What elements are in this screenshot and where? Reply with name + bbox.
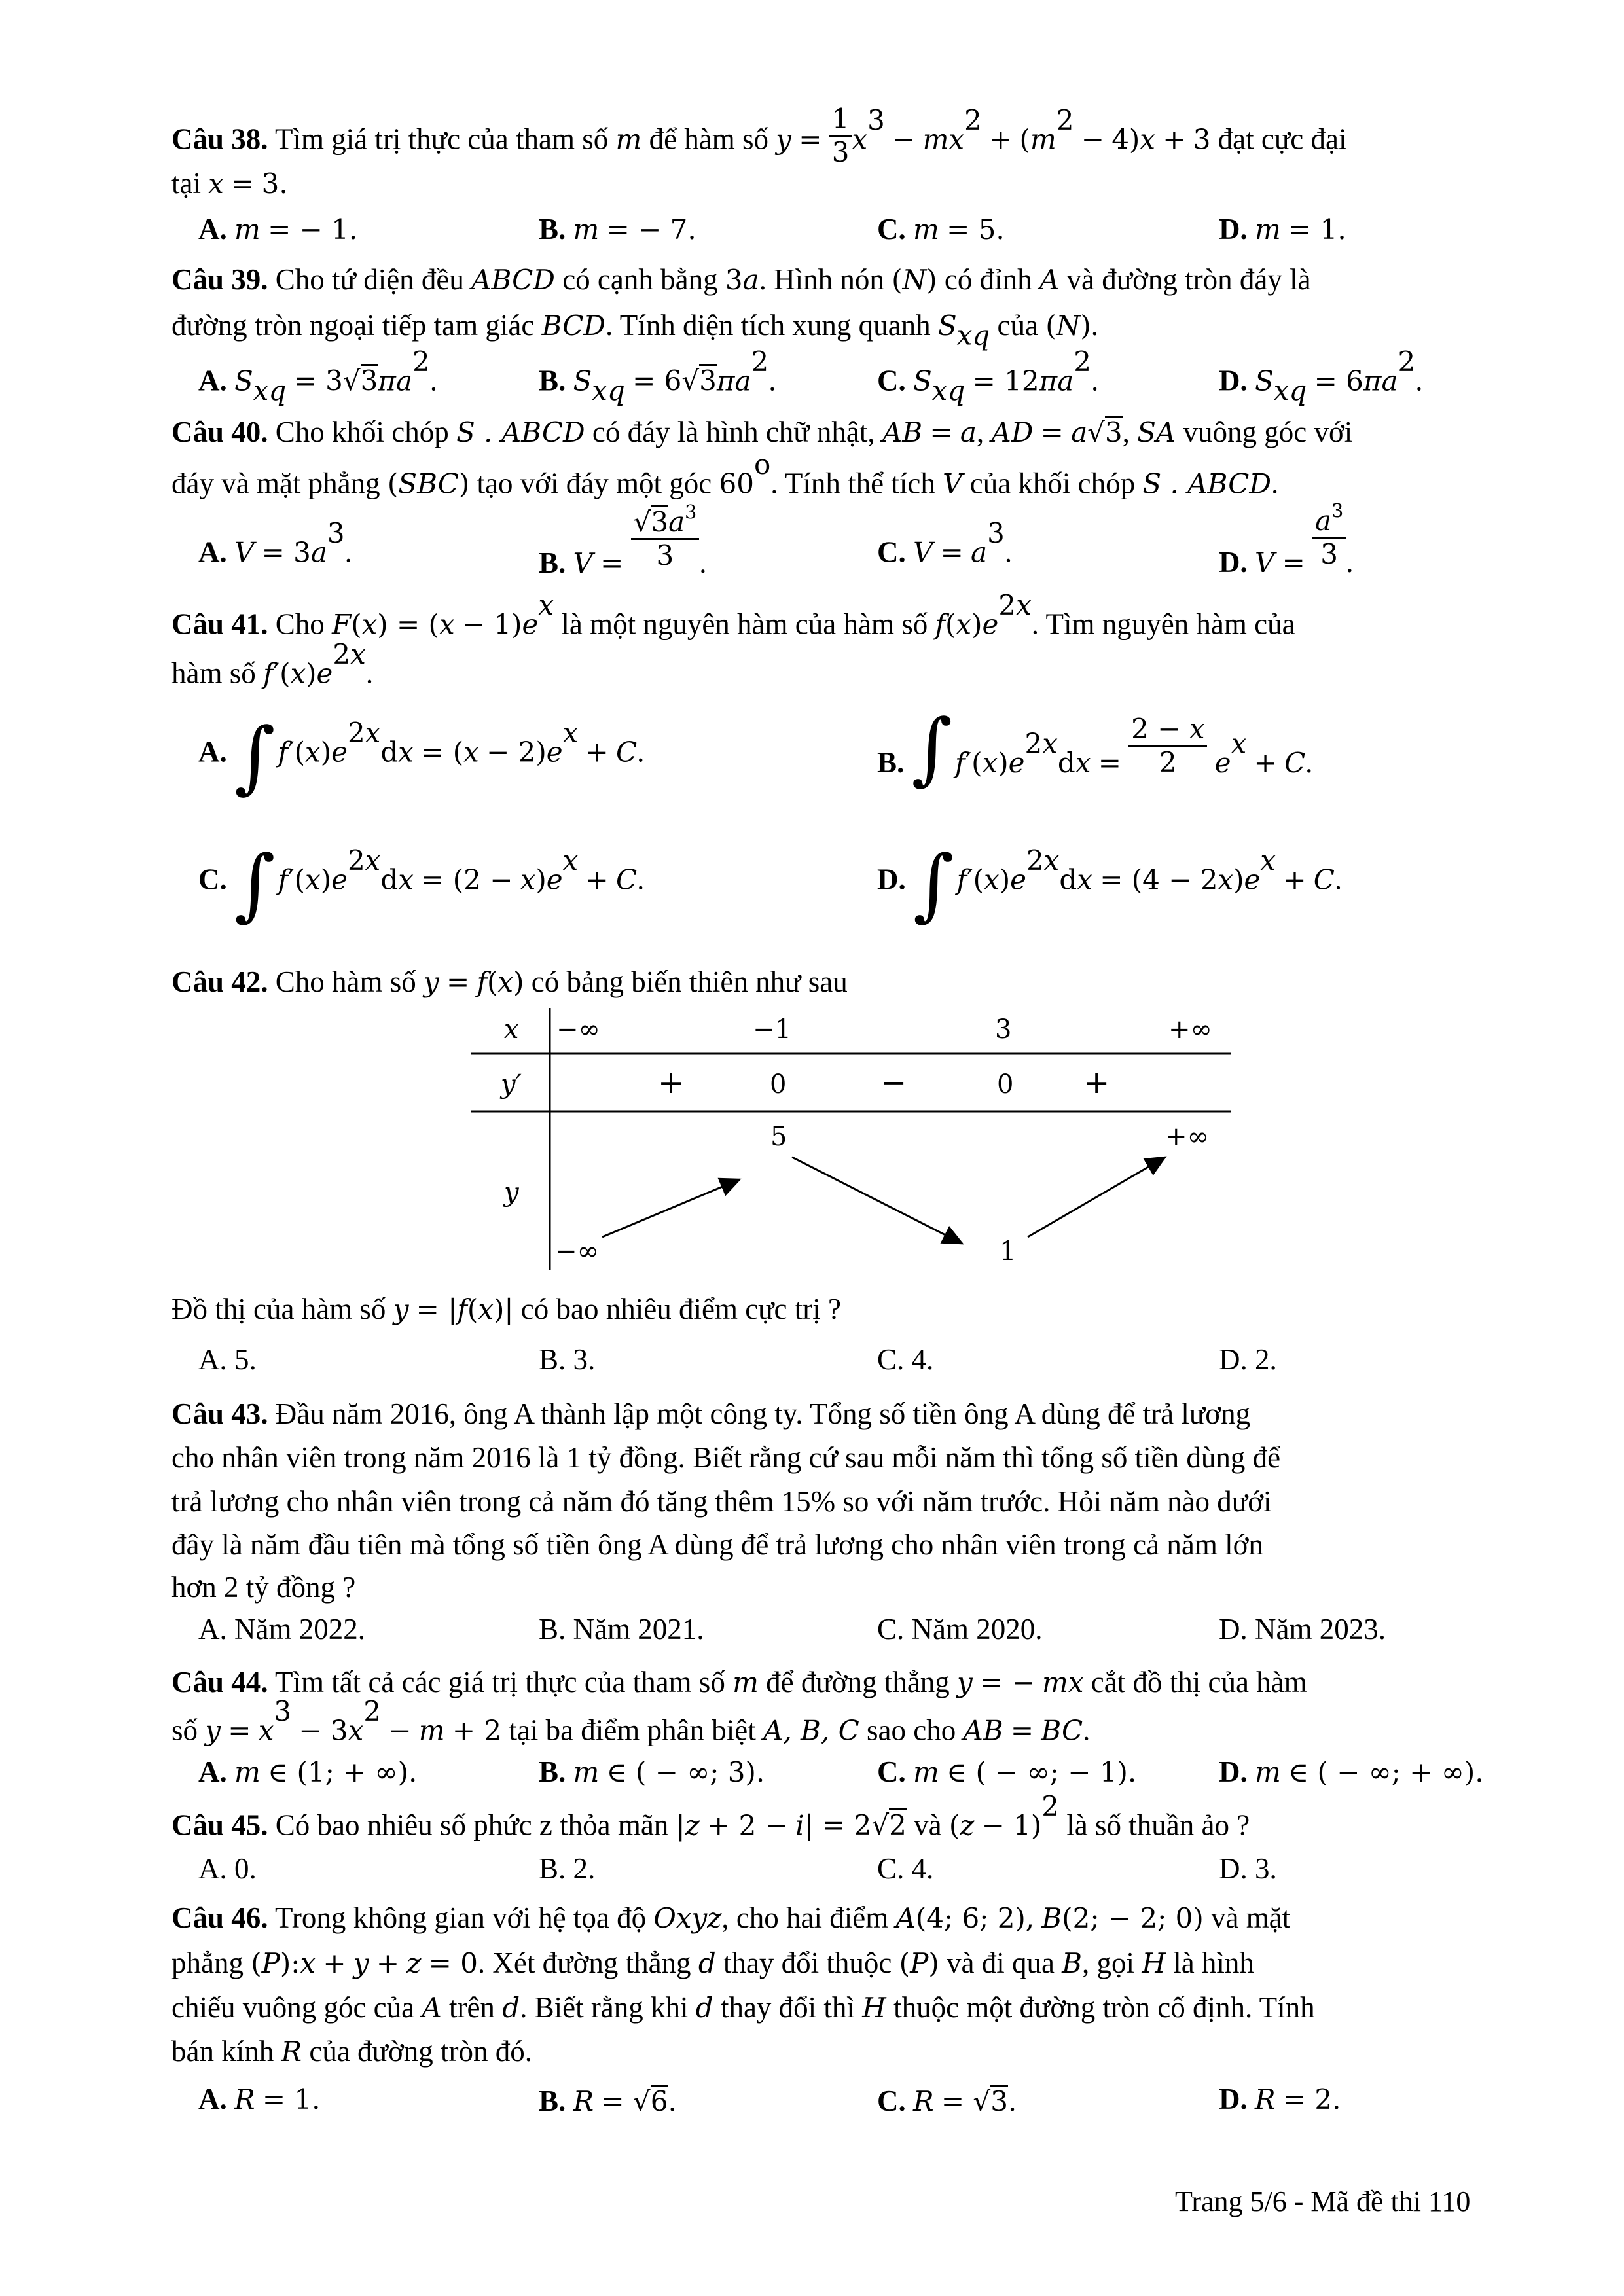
variation-table — [471, 1008, 1231, 1270]
q41-option-c[interactable]: C. $\int f'(x)e^{2x}dx = (2 - x)e^x + C$. — [198, 838, 645, 930]
q39-option-d[interactable]: D. $S_{xq} = 6\pi a^2$. — [1219, 346, 1423, 407]
q43-label: Câu 43. — [171, 1397, 268, 1430]
q41-option-a[interactable]: A. $\int f'(x)e^{2x}dx = (x - 2)e^x + C$. — [198, 711, 645, 802]
q41-option-d[interactable]: D. $\int f'(x)e^{2x}dx = (4 - 2x)e^x + C$. — [877, 838, 1343, 930]
q40-option-c[interactable]: C. $V = a^3$. — [877, 517, 1013, 569]
q43-option-d[interactable]: D. Năm 2023. — [1219, 1613, 1386, 1645]
q38-label: Câu 38. — [171, 122, 268, 156]
q39-option-c[interactable]: C. $S_{xq} = 12\pi a^2$. — [877, 346, 1099, 407]
q43-option-c[interactable]: C. Năm 2020. — [877, 1613, 1043, 1645]
row-label-y: y — [504, 1177, 519, 1208]
q40-option-b[interactable]: B. V = $\frac{√3a^3}{3}$ . — [539, 501, 707, 580]
q46-option-a[interactable]: A. R = 1. — [198, 2083, 321, 2115]
q42-option-a[interactable]: A. 5. — [198, 1343, 257, 1376]
q41-line1: Câu 41. Cho $F(x) = (x - 1)e^x$ là một nguyên hàm của hàm số $f(x)e^{2x}$. Tìm nguyên hàm của — [171, 589, 1295, 641]
q43-line3: trả lương cho nhân viên trong cả năm đó tăng thêm 15% so với năm trước. Hỏi năm nào dưới — [171, 1485, 1272, 1518]
y-value: 1 — [1000, 1236, 1017, 1266]
q46-line4: bán kính R của đường tròn đó. — [171, 2035, 532, 2068]
q43-line4: đây là năm đầu tiên mà tổng số tiền ông A dùng để trả lương cho nhân viên trong cả năm lớn — [171, 1528, 1263, 1561]
q38-line2: tại x = 3. — [171, 167, 288, 200]
q46-line3: chiếu vuông góc của A trên d. Biết rằng khi d thay đổi thì H thuộc một đường tròn cố định. Tính — [171, 1991, 1315, 2024]
sign: + — [658, 1064, 685, 1101]
q41-label: Câu 41. — [171, 607, 268, 641]
q39-option-a[interactable]: A. $S_{xq} = 3√3\pi a^2$. — [198, 346, 438, 407]
q45-option-b[interactable]: B. 2. — [539, 1852, 596, 1885]
q46-option-c[interactable]: C. R = √3. — [877, 2085, 1017, 2117]
q40-line2: đáy và mặt phẳng (SBC) tạo với đáy một góc 60$^o$. Tính thể tích V của khối chóp S . ABCD. — [171, 448, 1279, 500]
q42-option-d[interactable]: D. 2. — [1219, 1343, 1277, 1376]
q43-line1: Câu 43. Đầu năm 2016, ông A thành lập một công ty. Tổng số tiền ông A dùng để trả lương — [171, 1397, 1251, 1430]
q44-option-d[interactable]: D. m ∈ ( − ∞; + ∞). — [1219, 1755, 1484, 1788]
x-value: −∞ — [556, 1014, 600, 1045]
q38-option-a[interactable]: A. m = − 1. — [198, 213, 358, 245]
q42-option-c[interactable]: C. 4. — [877, 1343, 934, 1376]
q46-line1: Câu 46. Trong không gian với hệ tọa độ Oxyz, cho hai điểm A(4; 6; 2), B(2; − 2; 0) và mặt — [171, 1901, 1291, 1934]
q41-option-b[interactable]: B. $\int f'(x)e^{2x}dx$ = $\frac{2 - x}{2}$ $e^x + C$. — [877, 702, 1313, 794]
q38-option-d[interactable]: D. m = 1. — [1219, 213, 1346, 245]
q45-label: Câu 45. — [171, 1808, 268, 1842]
arrow-up-2 — [1028, 1157, 1165, 1237]
page-footer: Trang 5/6 - Mã đề thi 110 — [1175, 2185, 1471, 2217]
q38-text2: để hàm số — [649, 122, 769, 156]
row-label-dy: y′ — [501, 1069, 522, 1100]
q42-line1: Câu 42. Cho hàm số y = f(x) có bảng biến thiên như sau — [171, 965, 848, 998]
x-value: +∞ — [1168, 1014, 1212, 1045]
sign: 0 — [770, 1069, 787, 1100]
q39-label: Câu 39. — [171, 263, 268, 296]
y-value: −∞ — [555, 1236, 599, 1266]
sign: + — [1083, 1064, 1110, 1101]
q38-option-c[interactable]: C. m = 5. — [877, 213, 1005, 245]
q38-line1: Câu 38. Tìm giá trị thực của tham số m để hàm số y = $\frac{1}{3}$ $x^3 - mx^2 + (m^2 - 4)x + 3$ đạt cực đại — [171, 103, 1347, 169]
q46-label: Câu 46. — [171, 1901, 268, 1934]
row-label-x: x — [504, 1014, 519, 1045]
arrow-up-1 — [602, 1179, 740, 1237]
q42-question: Đồ thị của hàm số y = |f(x)| có bao nhiêu điểm cực trị ? — [171, 1293, 841, 1325]
q38-text3: đạt cực đại — [1218, 122, 1347, 156]
q43-option-a[interactable]: A. Năm 2022. — [198, 1613, 365, 1645]
y-value: 5 — [770, 1122, 787, 1152]
x-value: −1 — [753, 1014, 791, 1045]
q43-line2: cho nhân viên trong năm 2016 là 1 tỷ đồng. Biết rằng cứ sau mỗi năm thì tổng số tiền dùng để — [171, 1441, 1281, 1474]
q44-option-b[interactable]: B. m ∈ ( − ∞; 3). — [539, 1755, 765, 1788]
q43-line5: hơn 2 tỷ đồng ? — [171, 1571, 356, 1604]
q44-line2: số $y = x^3 - 3x^2 - m + 2$ tại ba điểm phân biệt A, B, C sao cho AB = BC. — [171, 1695, 1091, 1747]
y-value: +∞ — [1165, 1122, 1209, 1152]
q38-text: Tìm giá trị thực của tham số — [274, 122, 609, 156]
x-value: 3 — [995, 1014, 1012, 1045]
q46-option-d[interactable]: D. R = 2. — [1219, 2083, 1341, 2115]
q41-line2: hàm số $f'(x)e^{2x}$. — [171, 638, 374, 690]
q45-line1: Câu 45. Có bao nhiêu số phức z thỏa mãn |z + 2 − i| = 2√2 và $(z - 1)^2$ là số thuần ảo ? — [171, 1790, 1250, 1842]
q42-option-b[interactable]: B. 3. — [539, 1343, 596, 1376]
q45-option-a[interactable]: A. 0. — [198, 1852, 257, 1885]
q46-line2: phẳng (P):x + y + z = 0. Xét đường thẳng d thay đổi thuộc (P) và đi qua B, gọi H là hình — [171, 1946, 1254, 1979]
q40-option-d[interactable]: D. V = $\frac{a^3}{3}$ . — [1219, 499, 1354, 579]
q39-line2: đường tròn ngoại tiếp tam giác BCD. Tính diện tích xung quanh $S_{xq}$ của (N). — [171, 309, 1098, 351]
q46-option-b[interactable]: B. R = √6. — [539, 2085, 677, 2117]
q45-option-c[interactable]: C. 4. — [877, 1852, 934, 1885]
q40-option-a[interactable]: A. $V = 3a^3$. — [198, 517, 352, 569]
q45-option-d[interactable]: D. 3. — [1219, 1852, 1277, 1885]
q44-line1: Câu 44. Tìm tất cả các giá trị thực của tham số m để đường thẳng y = − mx cắt đồ thị của hàm — [171, 1666, 1307, 1698]
q43-option-b[interactable]: B. Năm 2021. — [539, 1613, 704, 1645]
q40-line1: Câu 40. Cho khối chóp S . ABCD có đáy là hình chữ nhật, AB = a, AD = a√3, SA vuông góc với — [171, 416, 1353, 448]
q39-option-b[interactable]: B. $S_{xq} = 6√3\pi a^2$. — [539, 346, 776, 407]
q38-text4: tại — [171, 167, 201, 200]
q39-line1: Câu 39. Cho tứ diện đều ABCD có cạnh bằng 3a. Hình nón (N) có đỉnh A và đường tròn đáy là — [171, 263, 1311, 296]
sign: 0 — [997, 1069, 1014, 1100]
q44-label: Câu 44. — [171, 1666, 268, 1698]
arrow-down — [792, 1157, 962, 1244]
q38-option-b[interactable]: B. m = − 7. — [539, 213, 696, 245]
q44-option-c[interactable]: C. m ∈ ( − ∞; − 1). — [877, 1755, 1137, 1788]
sign: − — [880, 1064, 907, 1101]
q42-label: Câu 42. — [171, 965, 268, 998]
q44-option-a[interactable]: A. m ∈ (1; + ∞). — [198, 1755, 418, 1788]
q40-label: Câu 40. — [171, 416, 268, 448]
